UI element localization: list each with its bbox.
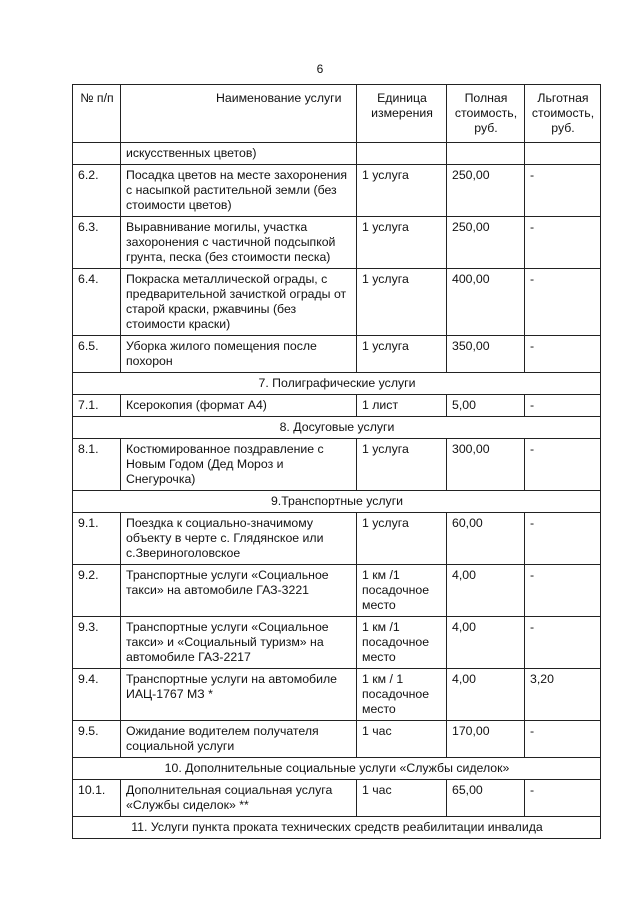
row-pref-cost: - [525, 395, 601, 417]
row-pref-cost: - [525, 617, 601, 669]
row-full-cost: 170,00 [447, 721, 525, 758]
row-num: 6.4. [73, 269, 121, 336]
row-unit: 1 лист [357, 395, 447, 417]
row-unit: 1 км / 1 посадочное место [357, 669, 447, 721]
row-unit: 1 км /1 посадочное место [357, 565, 447, 617]
section-heading: 9.Транспортные услуги [73, 491, 601, 513]
section-row [73, 373, 601, 395]
row-full-cost: 4,00 [447, 669, 525, 721]
row-service-name: Ксерокопия (формат А4) [121, 395, 357, 417]
row-num: 10.1. [73, 780, 121, 817]
row-service-name: Транспортные услуги «Социальное такси» на автомобиле ГАЗ-3221 [121, 565, 357, 617]
row-full-cost: 350,00 [447, 336, 525, 373]
row-pref-cost: - [525, 721, 601, 758]
header-unit: Единица измерения [357, 85, 447, 143]
row-unit: 1 услуга [357, 165, 447, 217]
row-service-name: Уборка жилого помещения после похорон [121, 336, 357, 373]
table-row [73, 439, 601, 491]
row-service-name: Выравнивание могилы, участка захоронения с частичной подсыпкой грунта, песка (без стоимости песка) [121, 217, 357, 269]
row-full-cost: 250,00 [447, 165, 525, 217]
row-unit: 1 услуга [357, 217, 447, 269]
row-full-cost: 300,00 [447, 439, 525, 491]
header-full-cost: Полная стоимость, руб. [447, 85, 525, 143]
header-name: Наименование услуги [121, 85, 357, 143]
section-row [73, 758, 601, 780]
row-service-name: Транспортные услуги на автомобиле ИАЦ-1767 МЗ * [121, 669, 357, 721]
row-full-cost: 250,00 [447, 217, 525, 269]
row-service-name: Дополнительная социальная услуга «Службы сиделок» ** [121, 780, 357, 817]
row-pref-cost: - [525, 217, 601, 269]
table-row [73, 565, 601, 617]
row-service-name: Поездка к социально-значимому объекту в черте с. Глядянское или с.Звериноголовское [121, 513, 357, 565]
table-row [73, 269, 601, 336]
continuation-row [73, 143, 601, 165]
continuation-text: искусственных цветов) [121, 143, 357, 165]
section-row [73, 491, 601, 513]
continuation-unit-cell [357, 143, 447, 165]
row-num: 6.5. [73, 336, 121, 373]
section-heading: 11. Услуги пункта проката технических средств реабилитации инвалида [73, 817, 601, 839]
section-heading: 10. Дополнительные социальные услуги «Службы сиделок» [73, 758, 601, 780]
continuation-full-cell [447, 143, 525, 165]
table-row [73, 395, 601, 417]
header-num: № п/п [73, 85, 121, 143]
section-row [73, 417, 601, 439]
row-service-name: Ожидание водителем получателя социальной услуги [121, 721, 357, 758]
row-unit: 1 услуга [357, 439, 447, 491]
row-unit: 1 час [357, 721, 447, 758]
table-row [73, 336, 601, 373]
table-row [73, 780, 601, 817]
row-full-cost: 5,00 [447, 395, 525, 417]
row-service-name: Посадка цветов на месте захоронения с насыпкой растительной земли (без стоимости цветов) [121, 165, 357, 217]
row-num: 9.1. [73, 513, 121, 565]
row-pref-cost: - [525, 269, 601, 336]
row-service-name: Костюмированное поздравление с Новым Годом (Дед Мороз и Снегурочка) [121, 439, 357, 491]
row-num: 9.4. [73, 669, 121, 721]
row-pref-cost: - [525, 439, 601, 491]
table-row [73, 513, 601, 565]
row-full-cost: 400,00 [447, 269, 525, 336]
continuation-num-cell [73, 143, 121, 165]
row-pref-cost: - [525, 165, 601, 217]
row-num: 6.2. [73, 165, 121, 217]
row-full-cost: 60,00 [447, 513, 525, 565]
row-pref-cost: - [525, 565, 601, 617]
table-row [73, 617, 601, 669]
row-unit: 1 км /1 посадочное место [357, 617, 447, 669]
row-pref-cost: - [525, 336, 601, 373]
table-header-row [73, 85, 601, 143]
services-table [72, 84, 601, 839]
row-num: 7.1. [73, 395, 121, 417]
row-pref-cost: - [525, 513, 601, 565]
row-num: 6.3. [73, 217, 121, 269]
row-service-name: Транспортные услуги «Социальное такси» и «Социальный туризм» на автомобиле ГАЗ-2217 [121, 617, 357, 669]
header-pref-cost: Льготная стоимость, руб. [525, 85, 601, 143]
table-row [73, 165, 601, 217]
row-unit: 1 час [357, 780, 447, 817]
table-row [73, 669, 601, 721]
row-full-cost: 4,00 [447, 617, 525, 669]
section-heading: 7. Полиграфические услуги [73, 373, 601, 395]
row-unit: 1 услуга [357, 513, 447, 565]
row-num: 9.3. [73, 617, 121, 669]
row-pref-cost: - [525, 780, 601, 817]
row-pref-cost: 3,20 [525, 669, 601, 721]
section-row [73, 817, 601, 839]
table-row [73, 721, 601, 758]
row-unit: 1 услуга [357, 269, 447, 336]
row-num: 9.2. [73, 565, 121, 617]
row-service-name: Покраска металлической ограды, с предварительной зачисткой ограды от старой краски, ржавчины (без стоимости краски) [121, 269, 357, 336]
page-number: 6 [316, 62, 324, 76]
section-heading: 8. Досуговые услуги [73, 417, 601, 439]
row-unit: 1 услуга [357, 336, 447, 373]
row-full-cost: 4,00 [447, 565, 525, 617]
row-full-cost: 65,00 [447, 780, 525, 817]
row-num: 9.5. [73, 721, 121, 758]
continuation-pref-cell [525, 143, 601, 165]
table-row [73, 217, 601, 269]
row-num: 8.1. [73, 439, 121, 491]
